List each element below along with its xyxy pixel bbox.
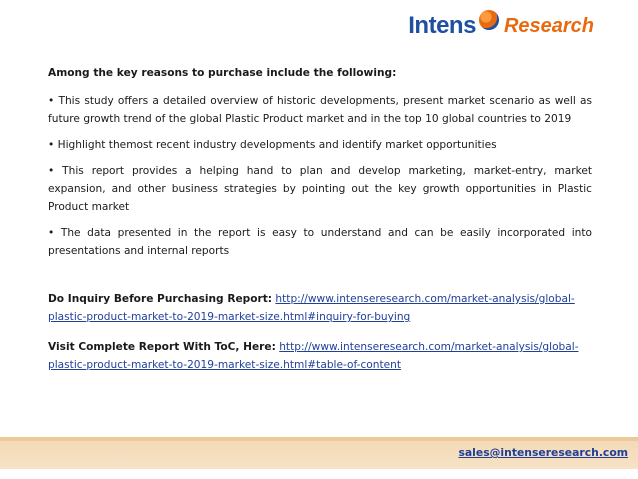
footer-stripe: [0, 437, 638, 441]
bullet-item: • This report provides a helping hand to plan and develop marketing, market-entry, market expansion, and other business strategies by pointing out the key growth opportunities in Plastic Product market: [48, 165, 592, 213]
logo-text-intens: Intens: [408, 12, 476, 39]
main-content: [48, 64, 592, 386]
company-logo: [408, 12, 594, 40]
complete-report-line: [48, 338, 592, 374]
inquiry-link[interactable]: http://www.intenseresearch.com/market-analysis/global-plastic-product-market-to-2019-market-size.html#inquiry-for-buying: [48, 293, 575, 323]
inquiry-label: Do Inquiry Before Purchasing Report:: [48, 293, 273, 305]
globe-icon: [479, 10, 499, 30]
reasons-heading: Among the key reasons to purchase include the following:: [48, 67, 397, 79]
bullet-item: • Highlight themost recent industry developments and identify market opportunities: [48, 139, 497, 151]
sales-email-link[interactable]: sales@intenseresearch.com: [458, 446, 628, 459]
footer-bar: [0, 437, 638, 469]
complete-report-link[interactable]: http://www.intenseresearch.com/market-analysis/global-plastic-product-market-to-2019-market-size.html#table-of-content: [48, 341, 579, 371]
links-section: [48, 290, 592, 374]
bullet-item: • The data presented in the report is easy to understand and can be easily incorporated into presentations and internal reports: [48, 227, 592, 257]
logo-text-research: Research: [503, 14, 594, 37]
bullet-item: • This study offers a detailed overview of historic developments, present market scenario as well as future growth trend of the global Plastic Product market and in the top 10 global countries to 2019: [48, 95, 592, 125]
complete-report-label: Visit Complete Report With ToC, Here:: [48, 341, 276, 353]
inquiry-line: [48, 290, 592, 326]
